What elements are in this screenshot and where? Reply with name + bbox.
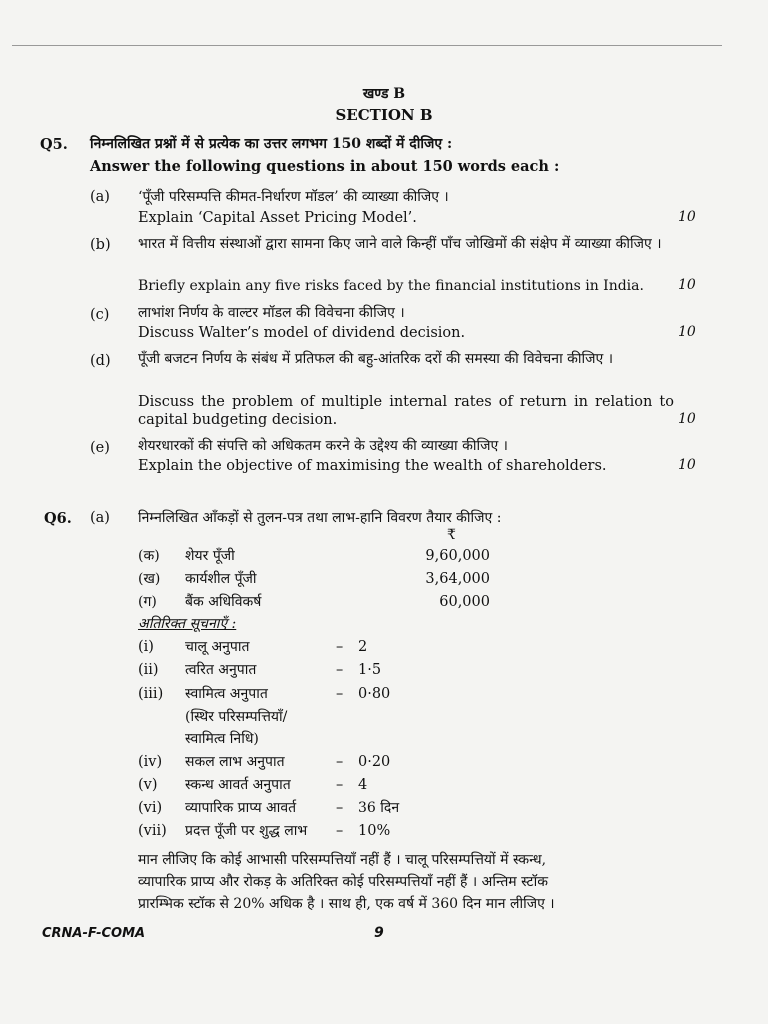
q5a-label: (a)	[90, 189, 110, 205]
q5e-hindi: शेयरधारकों की संपत्ति को अधिकतम करने के उद्देश्य की व्याख्या कीजिए ।	[138, 438, 508, 454]
ratio-i-dash: –	[336, 639, 344, 655]
ratio-v-value: 4	[358, 777, 368, 793]
ratio-iv-value: 0·20	[358, 754, 391, 770]
section-title-hindi: खण्ड B	[362, 86, 406, 102]
extra-info-heading: अतिरिक्त सूचनाएँ :	[138, 616, 237, 632]
q5-instruction-english: Answer the following questions in about 150 words each :	[90, 158, 560, 175]
ratio-ii-value: 1·5	[358, 662, 382, 678]
q5c-english: Discuss Walter’s model of dividend decision.	[138, 325, 466, 341]
q5b-hindi: भारत में वित्तीय संस्थाओं द्वारा सामना किए जाने वाले किन्हीं पाँच जोखिमों की संक्षेप में व्याख्या कीजिए ।	[138, 236, 662, 252]
section-title-english: SECTION B	[335, 106, 433, 124]
ratio-vi-label: (vi)	[138, 800, 163, 816]
q6-instruction-hindi: निम्नलिखित आँकड़ों से तुलन-पत्र तथा लाभ-हानि विवरण तैयार कीजिए :	[138, 510, 502, 526]
q5b-marks: 10	[678, 277, 696, 293]
q6-number: Q6.	[44, 510, 72, 527]
ratio-vii-name: प्रदत्त पूँजी पर शुद्ध लाभ	[185, 823, 308, 839]
ratio-vii-value: 10%	[358, 823, 391, 839]
ratio-v-dash: –	[336, 777, 344, 793]
ratio-v-label: (v)	[138, 777, 158, 793]
ratio-ii-label: (ii)	[138, 662, 159, 678]
assumption-line-2: व्यापारिक प्राप्य और रोकड़ के अतिरिक्त कोई परिसम्पत्तियाँ नहीं हैं । अन्तिम स्टॉक	[138, 874, 548, 890]
q5b-label: (b)	[90, 237, 111, 253]
q5e-english: Explain the objective of maximising the wealth of shareholders.	[138, 458, 607, 474]
ratio-iii-note-line2: स्वामित्व निधि)	[185, 731, 259, 747]
q5c-hindi: लाभांश निर्णय के वाल्टर मॉडल की विवेचना कीजिए ।	[138, 305, 405, 321]
page-number: 9	[374, 925, 384, 941]
ratio-iii-note-line1: (स्थिर परिसम्पत्तियाँ/	[185, 709, 288, 725]
ratio-iv-dash: –	[336, 754, 344, 770]
ratio-ii-dash: –	[336, 662, 344, 678]
item-kha-name: कार्यशील पूँजी	[185, 571, 257, 587]
q5c-label: (c)	[90, 307, 110, 323]
ratio-iv-label: (iv)	[138, 754, 163, 770]
q5b-english: Briefly explain any five risks faced by the financial institutions in India.	[138, 278, 644, 294]
q5c-marks: 10	[678, 324, 696, 340]
item-ga-value: 60,000	[439, 594, 490, 610]
ratio-iii-label: (iii)	[138, 686, 164, 702]
ratio-i-label: (i)	[138, 639, 154, 655]
q5d-hindi: पूँजी बजटन निर्णय के संबंध में प्रतिफल की बहु-आंतरिक दरों की समस्या की विवेचना कीजिए ।	[138, 351, 614, 367]
q5-instruction-hindi: निम्नलिखित प्रश्नों में से प्रत्येक का उत्तर लगभग 150 शब्दों में दीजिए :	[90, 136, 453, 152]
ratio-i-value: 2	[358, 639, 368, 655]
q5a-hindi: ‘पूँजी परिसम्पत्ति कीमत-निर्धारण मॉडल’ की व्याख्या कीजिए ।	[138, 189, 449, 205]
item-ga-label: (ग)	[138, 594, 157, 610]
top-rule	[12, 45, 722, 46]
ratio-v-name: स्कन्ध आवर्त अनुपात	[185, 777, 291, 793]
ratio-ii-name: त्वरित अनुपात	[185, 662, 257, 678]
item-ka-name: शेयर पूँजी	[185, 548, 235, 564]
ratio-vi-dash: –	[336, 800, 344, 816]
assumption-line-1: मान लीजिए कि कोई आभासी परिसम्पत्तियाँ नहीं हैं । चालू परिसम्पत्तियों में स्कन्ध,	[138, 852, 547, 868]
q5d-marks: 10	[678, 411, 696, 427]
paper-code: CRNA-F-COMA	[42, 926, 146, 941]
ratio-vi-name: व्यापारिक प्राप्य आवर्त	[185, 800, 297, 816]
q5-number: Q5.	[40, 136, 68, 153]
ratio-iii-value: 0·80	[358, 686, 391, 702]
ratio-i-name: चालू अनुपात	[185, 639, 250, 655]
ratio-iv-name: सकल लाभ अनुपात	[185, 754, 285, 770]
q5d-label: (d)	[90, 353, 111, 369]
q5a-english: Explain ‘Capital Asset Pricing Model’.	[138, 210, 417, 226]
ratio-iii-name: स्वामित्व अनुपात	[185, 686, 268, 702]
q6-part-label: (a)	[90, 510, 110, 526]
ratio-vi-value: 36 दिन	[358, 800, 400, 816]
q5d-english: Discuss the problem of multiple internal rates of return in relation to capital budgeting decision.	[138, 394, 674, 428]
ratio-vii-label: (vii)	[138, 823, 167, 839]
item-ka-value: 9,60,000	[425, 548, 490, 564]
item-kha-value: 3,64,000	[425, 571, 490, 587]
item-ka-label: (क)	[138, 548, 160, 564]
ratio-iii-dash: –	[336, 686, 344, 702]
rupee-symbol: ₹	[447, 527, 456, 543]
item-ga-name: बैंक अधिविकर्ष	[185, 594, 262, 610]
q5e-marks: 10	[678, 457, 696, 473]
assumption-line-3: प्रारम्भिक स्टॉक से 20% अधिक है । साथ ही, एक वर्ष में 360 दिन मान लीजिए ।	[138, 896, 555, 912]
q5a-marks: 10	[678, 209, 696, 225]
q5e-label: (e)	[90, 440, 110, 456]
ratio-vii-dash: –	[336, 823, 344, 839]
item-kha-label: (ख)	[138, 571, 161, 587]
